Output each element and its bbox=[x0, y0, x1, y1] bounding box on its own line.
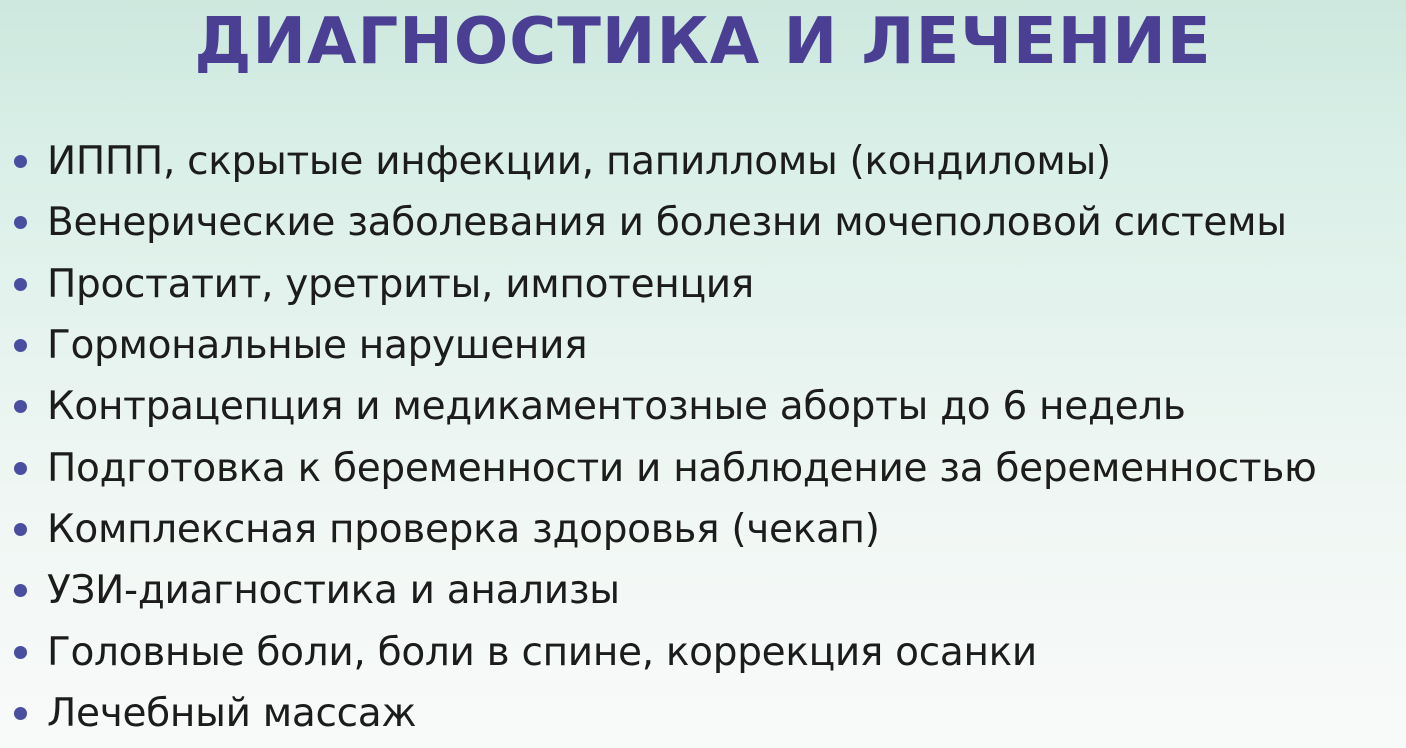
bullet-icon bbox=[14, 155, 27, 168]
list-item bbox=[14, 560, 1317, 621]
list-item-label: ИППП, скрытые инфекции, папилломы (кондиломы) bbox=[47, 139, 1111, 185]
bullet-icon bbox=[14, 646, 27, 659]
bullet-icon bbox=[14, 339, 27, 352]
list-item-label: Венерические заболевания и болезни мочеполовой системы bbox=[47, 200, 1287, 246]
list-item-label: Простатит, уретриты, импотенция bbox=[47, 261, 754, 307]
list-item-label: Подготовка к беременности и наблюдение за беременностью bbox=[47, 445, 1317, 491]
list-item bbox=[14, 131, 1317, 192]
bullet-icon bbox=[14, 462, 27, 475]
bullet-icon bbox=[14, 216, 27, 229]
list-item-label: Головные боли, боли в спине, коррекция осанки bbox=[47, 629, 1037, 675]
page-title: ДИАГНОСТИКА И ЛЕЧЕНИЕ bbox=[194, 5, 1212, 79]
list-item bbox=[14, 254, 1317, 315]
bullet-icon bbox=[14, 278, 27, 291]
list-item-label: Контрацепция и медикаментозные аборты до 6 недель bbox=[47, 384, 1186, 430]
list-item-label: УЗИ-диагностика и анализы bbox=[47, 568, 620, 614]
list-item bbox=[14, 192, 1317, 253]
list-item-label: Лечебный массаж bbox=[47, 690, 417, 736]
list-item bbox=[14, 315, 1317, 376]
list-item-label: Комплексная проверка здоровья (чекап) bbox=[47, 506, 880, 552]
list-item bbox=[14, 499, 1317, 560]
list-item bbox=[14, 621, 1317, 682]
services-list bbox=[14, 131, 1317, 744]
bullet-icon bbox=[14, 584, 27, 597]
bullet-icon bbox=[14, 707, 27, 720]
bullet-icon bbox=[14, 400, 27, 413]
bullet-icon bbox=[14, 523, 27, 536]
list-item bbox=[14, 437, 1317, 498]
list-item bbox=[14, 683, 1317, 744]
list-item bbox=[14, 376, 1317, 437]
list-item-label: Гормональные нарушения bbox=[47, 323, 588, 369]
